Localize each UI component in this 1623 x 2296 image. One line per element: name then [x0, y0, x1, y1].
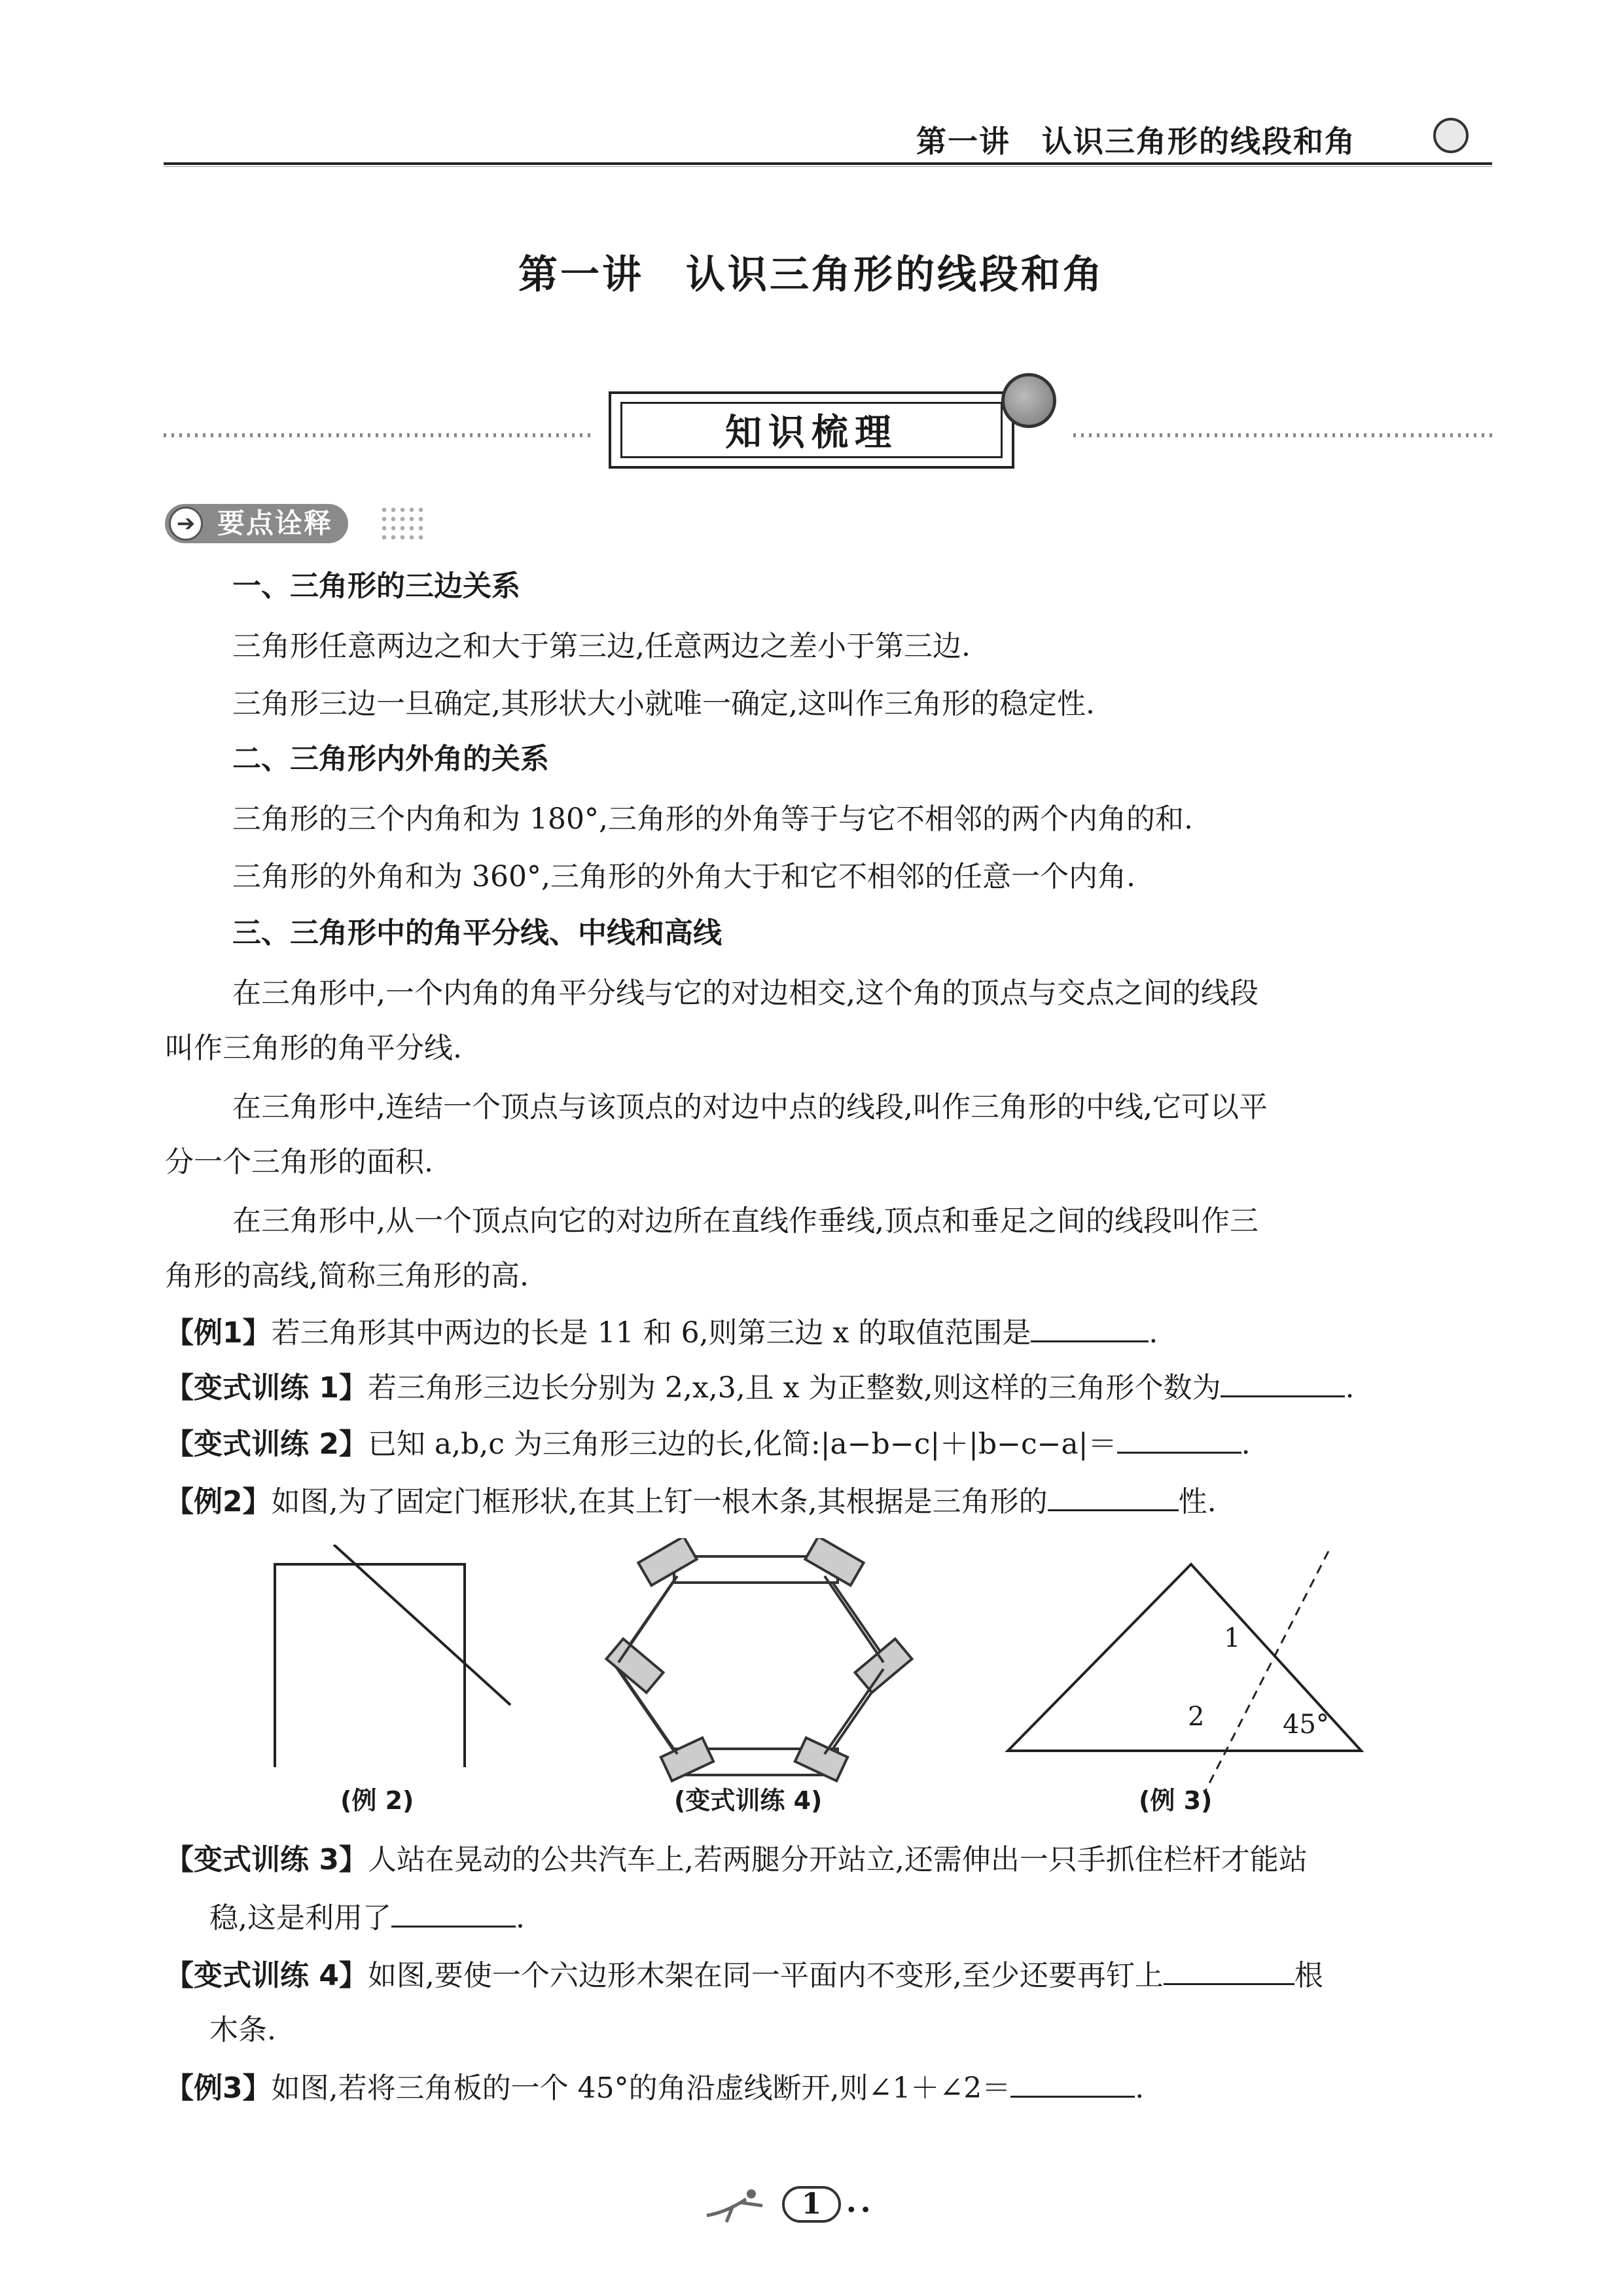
page-number: 1: [782, 2186, 841, 2223]
para-median-line1: 在三角形中,连结一个顶点与该顶点的对边中点的线段,叫作三角形的中线,它可以平: [232, 1090, 1268, 1124]
answer-blank[interactable]: [1117, 1423, 1241, 1454]
problem-example-3: [165, 2067, 1493, 2108]
problem-example-1: [165, 1312, 1493, 1353]
section-box-title: 知识梳理: [620, 402, 1003, 458]
text-exterior-sum: 三角形的外角和为 360°,三角形的外角大于和它不相邻的任意一个内角.: [232, 860, 1135, 893]
angle-1-label: 1: [1224, 1623, 1241, 1653]
problem-label: 【例3】: [165, 2072, 272, 2105]
footer-dots-decoration: ••: [846, 2199, 874, 2222]
problem-text: 已知 a,b,c 为三角形三边的长,化简:|a−b−c|＋|b−c−a|＝: [367, 1427, 1117, 1461]
problem-end: 性.: [1178, 1485, 1217, 1518]
problem-label: 【变式训练 2】: [165, 1427, 368, 1461]
problem-variant-3-line2: [209, 1897, 1538, 1938]
problem-text: 若三角形三边长分别为 2,x,3,且 x 为正整数,则这样的三角形个数为: [367, 1371, 1221, 1405]
header-rule-thin: [164, 166, 1492, 167]
answer-blank[interactable]: [1048, 1480, 1179, 1511]
problem-label: 【变式训练 1】: [165, 1371, 368, 1405]
figure-hexagon-frame: [602, 1538, 936, 1787]
running-header-title: 第一讲 认识三角形的线段和角: [916, 124, 1356, 159]
figure-triangle-ruler: [995, 1551, 1414, 1793]
problem-label: 【变式训练 4】: [165, 1959, 368, 1992]
section-ball-icon: [1001, 373, 1056, 428]
answer-blank[interactable]: [1221, 1367, 1345, 1397]
problem-end: .: [1135, 2072, 1145, 2105]
problem-text: 如图,要使一个六边形木架在同一平面内不变形,至少还要再钉上: [367, 1959, 1164, 1992]
problem-text: 如图,为了固定门框形状,在其上钉一根木条,其根据是三角形的: [271, 1485, 1048, 1518]
para-bisector-line1: 在三角形中,一个内角的角平分线与它的对边相交,这个角的顶点与交点之间的线段: [232, 977, 1258, 1010]
badge-dots-decoration: [380, 505, 425, 542]
problem-label: 【变式训练 3】: [165, 1843, 368, 1876]
section-box: [609, 391, 1014, 469]
problem-variant-4-line2: 木条.: [209, 2013, 276, 2047]
heading-bisector-median-altitude: 三、三角形中的角平分线、中线和高线: [232, 916, 722, 950]
problem-variant-4: [165, 1954, 1493, 1996]
problem-end: .: [516, 1901, 525, 1935]
heading-triangle-sides: 一、三角形的三边关系: [232, 569, 520, 603]
problem-label: 【例1】: [165, 1316, 272, 1350]
problem-example-2: [165, 1480, 1493, 1522]
text-angle-sum: 三角形的三个内角和为 180°,三角形的外角等于与它不相邻的两个内角的和.: [232, 802, 1193, 836]
key-points-badge: 要点诠释: [165, 504, 348, 543]
problem-text: 人站在晃动的公共汽车上,若两腿分开站立,还需伸出一只手抓住栏杆才能站: [367, 1843, 1308, 1876]
header-rule: [164, 162, 1492, 165]
problem-end: .: [1345, 1371, 1355, 1405]
heading-interior-exterior: 二、三角形内外角的关系: [232, 742, 549, 776]
problem-variant-1: [165, 1367, 1493, 1408]
problem-end: .: [1149, 1316, 1158, 1350]
answer-blank[interactable]: [1164, 1954, 1294, 1985]
problem-text: 如图,若将三角板的一个 45°的角沿虚线断开,则∠1＋∠2＝: [271, 2072, 1011, 2105]
header-emblem-icon: [1433, 118, 1469, 153]
para-bisector-line2: 叫作三角形的角平分线.: [165, 1031, 462, 1065]
para-altitude-line1: 在三角形中,从一个顶点向它的对边所在直线作垂线,顶点和垂足之间的线段叫作三: [232, 1204, 1258, 1238]
problem-text: 稳,这是利用了: [209, 1901, 391, 1935]
text-stability: 三角形三边一旦确定,其形状大小就唯一确定,这叫作三角形的稳定性.: [232, 687, 1095, 721]
arrow-icon: ➔: [169, 507, 203, 541]
figure-caption-variant-4: (变式训练 4): [674, 1786, 823, 1815]
figure-door-frame: [249, 1545, 537, 1787]
footer-runner-icon: [700, 2186, 779, 2225]
text-side-relation: 三角形任意两边之和大于第三边,任意两边之差小于第三边.: [232, 630, 971, 663]
problem-variant-2: [165, 1423, 1493, 1464]
page-title: 第一讲 认识三角形的线段和角: [518, 252, 1105, 298]
problem-text: 若三角形其中两边的长是 11 和 6,则第三边 x 的取值范围是: [271, 1316, 1031, 1350]
problem-label: 【例2】: [165, 1485, 272, 1518]
para-median-line2: 分一个三角形的面积.: [165, 1145, 433, 1179]
figure-caption-example-3: (例 3): [1139, 1786, 1213, 1815]
answer-blank[interactable]: [1010, 2067, 1135, 2098]
problem-end: 根: [1294, 1959, 1323, 1992]
para-altitude-line2: 角形的高线,简称三角形的高.: [165, 1259, 529, 1293]
answer-blank[interactable]: [1031, 1312, 1149, 1342]
answer-blank[interactable]: [391, 1897, 516, 1928]
angle-45-label: 45°: [1283, 1710, 1329, 1740]
problem-end: .: [1241, 1427, 1251, 1461]
problem-variant-3: [165, 1840, 1493, 1880]
angle-2-label: 2: [1188, 1702, 1205, 1732]
figure-caption-example-2: (例 2): [340, 1786, 414, 1815]
